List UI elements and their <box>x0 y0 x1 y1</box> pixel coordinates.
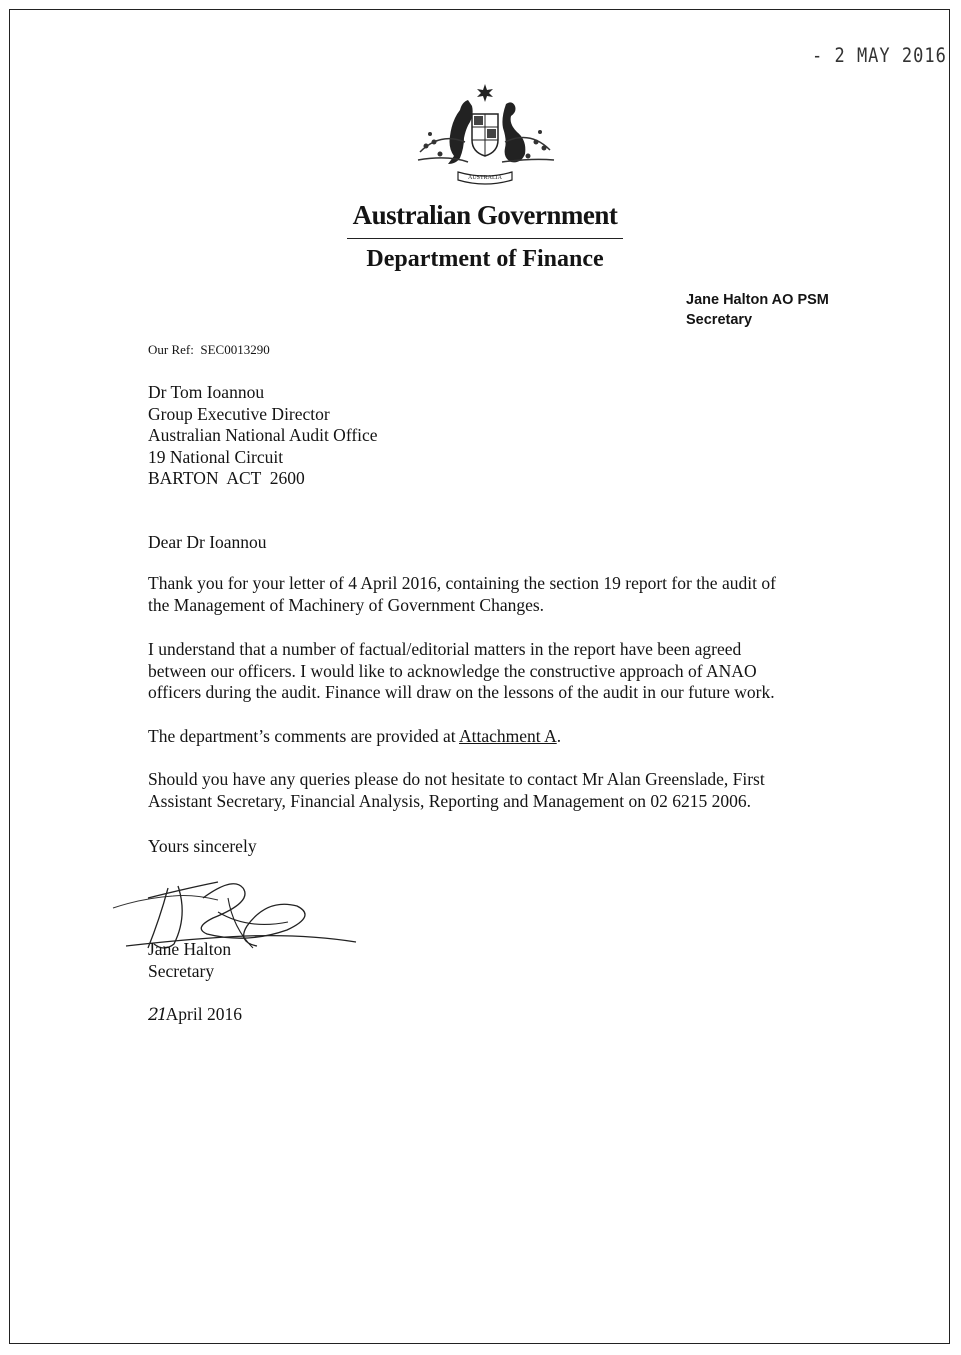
address-line: Dr Tom Ioannou <box>148 382 265 402</box>
department-name: Department of Finance <box>366 246 604 272</box>
coat-of-arms-icon <box>410 82 560 192</box>
signatory-block <box>148 939 848 982</box>
paragraph-line: Thank you for your letter of 4 April 2016, containing the section 19 report for the audit of <box>148 573 776 593</box>
body-paragraph-3 <box>148 726 848 748</box>
body-paragraph-1 <box>148 573 848 616</box>
body-paragraph-2 <box>148 639 848 704</box>
paragraph-text: The department’s comments are provided at <box>148 726 460 746</box>
signatory-name: Jane Halton <box>148 939 232 959</box>
paragraph-line: I understand that a number of factual/editorial matters in the report have been agreed <box>148 639 742 659</box>
reference-label: Our Ref: <box>148 342 194 357</box>
paragraph-line: the Management of Machinery of Government Changes. <box>148 594 545 615</box>
svg-text:AUSTRALIA: AUSTRALIA <box>468 175 502 181</box>
government-name: Australian Government <box>352 200 618 230</box>
sender-block <box>686 290 829 330</box>
paragraph-line: Should you have any queries please do not hesitate to contact Mr Alan Greenslade, First <box>148 769 765 789</box>
handwritten-day: 21 <box>148 1005 166 1025</box>
address-line: Group Executive Director <box>148 403 330 424</box>
attachment-reference: Attachment A <box>459 726 557 746</box>
paragraph-line: officers during the audit. Finance will draw on the lessons of the audit in our future work. <box>148 682 775 702</box>
body-paragraph-4 <box>148 769 848 812</box>
received-date-stamp: - 2 MAY 2016 <box>812 44 947 68</box>
closing: Yours sincerely <box>148 836 257 856</box>
sender-name: Jane Halton AO PSM <box>686 292 829 308</box>
signatory-title: Secretary <box>148 960 215 981</box>
address-line: 19 National Circuit <box>148 446 284 467</box>
address-line: Australian National Audit Office <box>148 425 378 445</box>
reference-value: SEC0013290 <box>200 342 270 357</box>
salutation: Dear Dr Ioannou <box>148 532 267 552</box>
sender-title: Secretary <box>686 312 753 328</box>
letterhead-divider <box>347 238 623 239</box>
address-line: BARTON ACT 2600 <box>148 468 305 488</box>
signed-date <box>148 1004 848 1027</box>
signed-date-text: April 2016 <box>165 1004 242 1024</box>
paragraph-line: Assistant Secretary, Financial Analysis, Reporting and Management on 02 6215 2006. <box>148 790 751 811</box>
paragraph-line: between our officers. I would like to acknowledge the constructive approach of ANAO <box>148 660 757 681</box>
reference-line <box>148 342 270 358</box>
paragraph-text: . <box>556 726 562 746</box>
recipient-address <box>148 382 378 490</box>
